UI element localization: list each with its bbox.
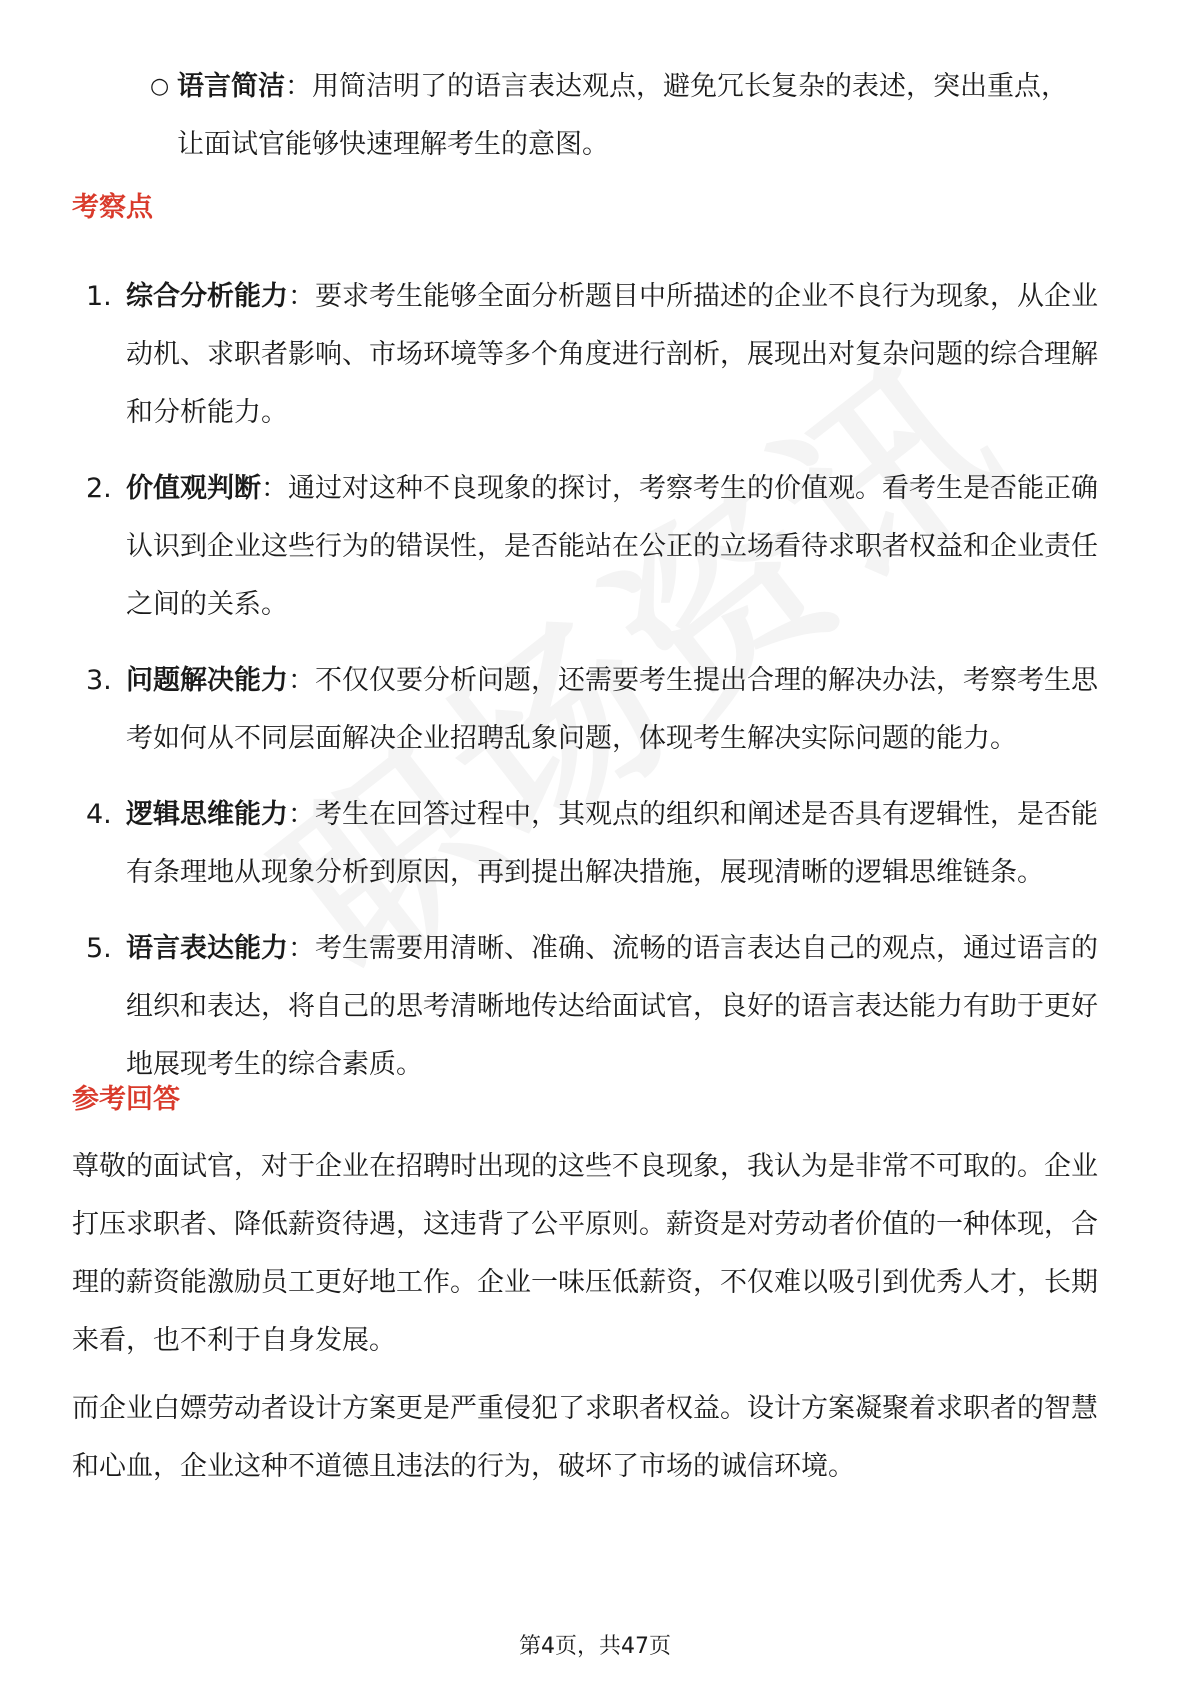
list-item: [72, 460, 1122, 634]
list-item-text: ：考生需要用清晰、准确、流畅的语言表达自己的观点，通过语言的组织和表达，将自己的思考清晰地传达给面试官，良好的语言表达能力有助于更好地展现考生的综合素质。: [126, 933, 1098, 1080]
list-item-text: ：不仅仅要分析问题，还需要考生提出合理的解决办法，考察考生思考如何从不同层面解决企业招聘乱象问题，体现考生解决实际问题的能力。: [126, 665, 1098, 754]
page-number-footer: 第4页，共47页: [519, 1634, 671, 1659]
bullet-title: 语言简洁: [177, 71, 285, 102]
list-item: [72, 652, 1122, 768]
list-item: [72, 268, 1122, 442]
check-points-list: [72, 268, 1122, 1094]
list-item-title: 问题解决能力: [126, 665, 288, 696]
list-item-title: 价值观判断: [126, 473, 261, 504]
bullet-body: ：用简洁明了的语言表达观点，避免冗长复杂的表述，突出重点，让面试官能够快速理解考生的意图。: [177, 71, 1068, 160]
reference-paragraph-1: 尊敬的面试官，对于企业在招聘时出现的这些不良现象，我认为是非常不可取的。企业打压求职者、降低薪资待遇，这违背了公平原则。薪资是对劳动者价值的一种体现，合理的薪资能激励员工更好地工作。企业一味压低薪资，不仅难以吸引到优秀人才，长期来看，也不利于自身发展。: [72, 1151, 1098, 1356]
list-item: [72, 786, 1122, 902]
section-heading-check-points: 考察点: [72, 192, 153, 223]
reference-paragraph-2: 而企业白嫖劳动者设计方案更是严重侵犯了求职者权益。设计方案凝聚着求职者的智慧和心血，企业这种不道德且违法的行为，破坏了市场的诚信环境。: [72, 1393, 1098, 1482]
bullet-text: [150, 58, 1080, 174]
list-item-title: 逻辑思维能力: [126, 799, 288, 830]
list-item-number: 4.: [86, 799, 112, 830]
list-item: [72, 920, 1122, 1094]
list-item-text: ：考生在回答过程中，其观点的组织和阐述是否具有逻辑性，是否能有条理地从现象分析到原因，再到提出解决措施，展现清晰的逻辑思维链条。: [126, 799, 1098, 888]
section-heading-reference-answer: 参考回答: [72, 1084, 180, 1115]
list-item-title: 语言表达能力: [126, 933, 288, 964]
list-item-text: ：要求考生能够全面分析题目中所描述的企业不良行为现象，从企业动机、求职者影响、市场环境等多个角度进行剖析，展现出对复杂问题的综合理解和分析能力。: [126, 281, 1098, 428]
bullet-item-concise-language: [150, 58, 1080, 174]
list-item-number: 1.: [86, 281, 112, 312]
list-item-number: 5.: [86, 933, 112, 964]
list-item-title: 综合分析能力: [126, 281, 288, 312]
list-item-text: ：通过对这种不良现象的探讨，考察考生的价值观。看考生是否能正确认识到企业这些行为的错误性，是否能站在公正的立场看待求职者权益和企业责任之间的关系。: [126, 473, 1098, 620]
bullet-dot-icon: ○: [150, 74, 170, 99]
list-item-number: 2.: [86, 473, 112, 504]
list-item-number: 3.: [86, 665, 112, 696]
